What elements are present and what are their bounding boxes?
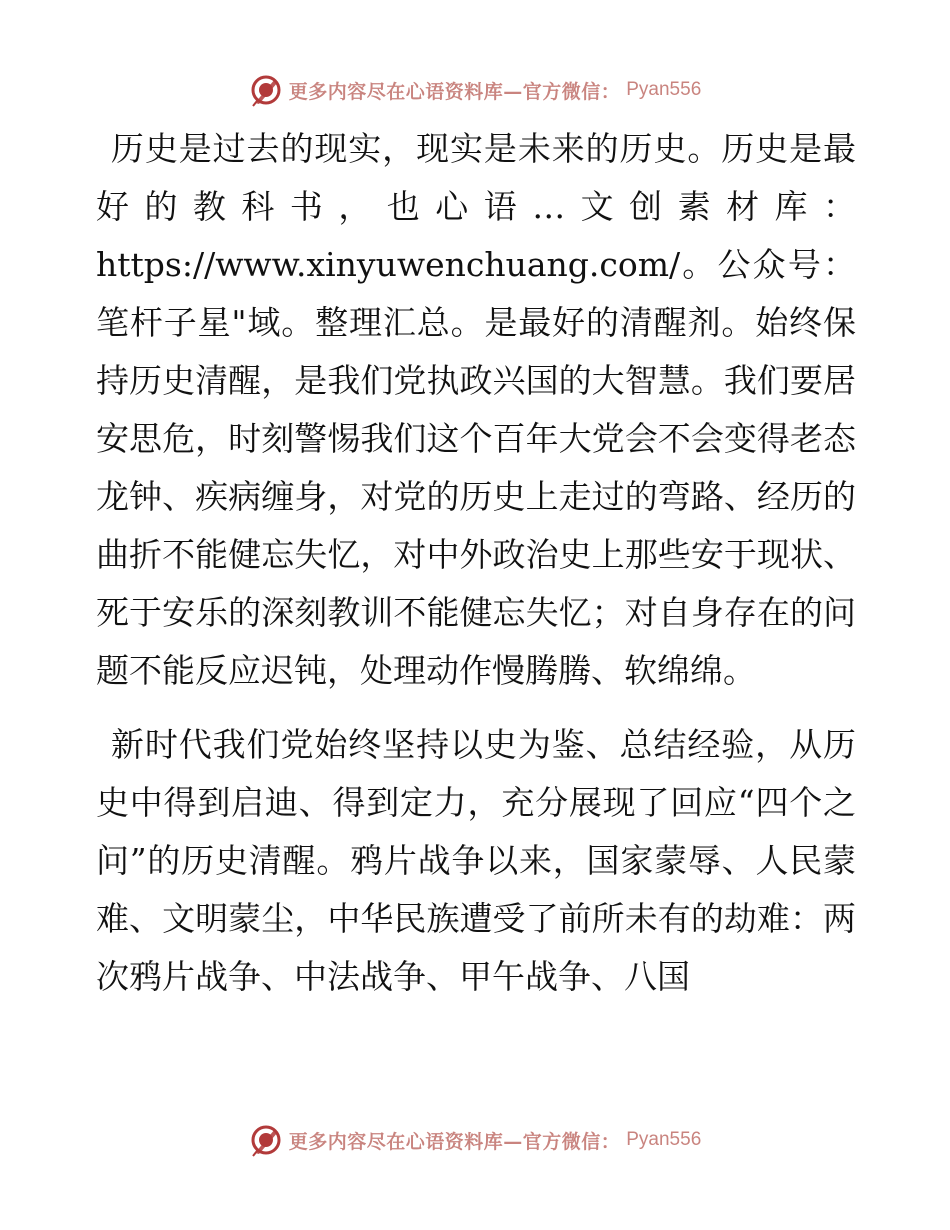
header-banner-wechat-id: Pyan556 — [626, 79, 702, 100]
footer-banner-text: 更多内容尽在心语资料库—官方微信： — [288, 1130, 621, 1153]
header-banner — [0, 70, 950, 110]
paragraph — [96, 716, 856, 1006]
paragraph — [96, 120, 856, 700]
paragraph-text: 新时代我们党始终坚持以史为鉴、总结经验，从历史中得到启迪、得到定力，充分展现了回应“四个之问”的历史清醒。鸦片战争以来，国家蒙辱、人民蒙难、文明蒙尘，中华民族遭受了前所未有的劫难：两次鸦片战争、中法战争、甲午战争、八国 — [96, 725, 856, 996]
quill-seal-icon — [249, 1123, 283, 1157]
footer-banner-wechat-id: Pyan556 — [626, 1129, 702, 1150]
quill-seal-icon — [249, 73, 283, 107]
footer-banner — [0, 1120, 950, 1160]
header-banner-text: 更多内容尽在心语资料库—官方微信： — [288, 80, 621, 103]
article-body — [96, 120, 856, 1006]
paragraph-text: 历史是过去的现实，现实是未来的历史。历史是最好的教科书，也心语…文创素材库：https://www.xinyuwenchuang.com/。公众号：笔杆子星"域。整理汇总。是最好的清醒剂。始终保持历史清醒，是我们党执政兴国的大智慧。我们要居安思危，时刻警惕我们这个百年大党会不会变得老态龙钟、疾病缠身，对党的历史上走过的弯路、经历的曲折不能健忘失忆，对中外政治史上那些安于现状、死于安乐的深刻教训不能健忘失忆；对自身存在的问题不能反应迟钝，处理动作慢腾腾、软绵绵。 — [96, 129, 856, 690]
